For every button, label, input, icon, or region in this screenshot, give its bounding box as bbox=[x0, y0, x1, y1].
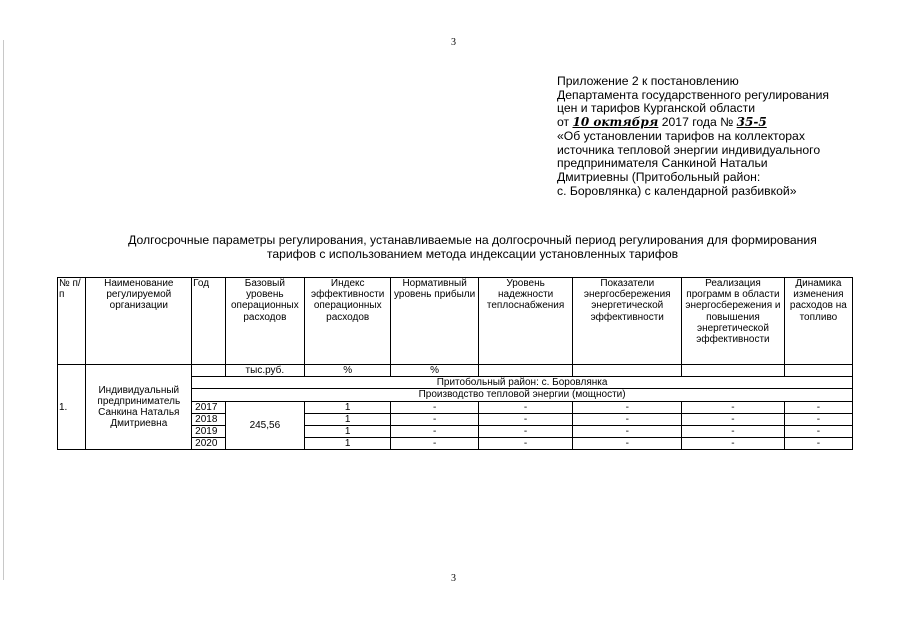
page-number-bottom: 3 bbox=[451, 573, 456, 584]
year-cell: 2017 bbox=[192, 401, 226, 413]
header-line: источника тепловой энергии индивидуального bbox=[557, 142, 821, 157]
header-cell: Год bbox=[192, 278, 226, 365]
header-line: цен и тарифов Курганской области bbox=[557, 101, 756, 116]
year-cell: 2018 bbox=[192, 413, 226, 425]
header-cell: Динамика изменения расходов на топливо bbox=[784, 278, 852, 365]
reliability-cell: - bbox=[478, 438, 573, 450]
units-cell: % bbox=[305, 365, 391, 377]
header-cell: Уровень надежности теплоснабжения bbox=[478, 278, 573, 365]
header-line: «Об установлении тарифов на коллекторах bbox=[557, 128, 805, 143]
energy-saving-cell: - bbox=[573, 438, 682, 450]
index-cell: 1 bbox=[305, 413, 391, 425]
document-title bbox=[70, 233, 875, 261]
header-cell: Показатели энергосбережения энергетической эффективности bbox=[573, 278, 682, 365]
page-number-top: 3 bbox=[451, 37, 456, 48]
regulation-parameters-table bbox=[57, 277, 853, 450]
reliability-cell: - bbox=[478, 413, 573, 425]
profit-cell: - bbox=[391, 438, 478, 450]
header-cell: Нормативный уровень прибыли bbox=[391, 278, 478, 365]
header-line: предпринимателя Санкиной Натальи bbox=[557, 156, 768, 171]
fuel-cell: - bbox=[784, 401, 852, 413]
header-cell: Реализация программ в области энергосбережения и повышения энергетической эффективности bbox=[682, 278, 785, 365]
organization-name: Индивидуальный предприниматель Санкина Наталья Дмитриевна bbox=[86, 365, 192, 450]
appendix-header bbox=[557, 75, 887, 198]
programs-cell: - bbox=[682, 438, 785, 450]
header-date-line bbox=[557, 116, 887, 130]
index-cell: 1 bbox=[305, 438, 391, 450]
year-cell: 2020 bbox=[192, 438, 226, 450]
header-line: Дмитриевны (Притобольный район: bbox=[557, 169, 761, 184]
fuel-cell: - bbox=[784, 413, 852, 425]
profit-cell: - bbox=[391, 426, 478, 438]
units-cell bbox=[478, 365, 573, 377]
handwritten-date: 10 октября bbox=[572, 115, 659, 130]
units-cell bbox=[573, 365, 682, 377]
row-number: 1. bbox=[58, 365, 86, 450]
units-cell: тыс.руб. bbox=[225, 365, 304, 377]
programs-cell: - bbox=[682, 426, 785, 438]
energy-saving-cell: - bbox=[573, 426, 682, 438]
units-cell: % bbox=[391, 365, 478, 377]
units-cell bbox=[784, 365, 852, 377]
energy-saving-cell: - bbox=[573, 413, 682, 425]
units-cell bbox=[192, 365, 226, 377]
header-cell: Наименование регулируемой организации bbox=[86, 278, 192, 365]
section-production: Производство тепловой энергии (мощности) bbox=[192, 389, 853, 401]
header-line: Приложение 2 к постановлению bbox=[557, 74, 739, 88]
programs-cell: - bbox=[682, 401, 785, 413]
profit-cell: - bbox=[391, 413, 478, 425]
title-line: тарифов с использованием метода индексации установленных тарифов bbox=[266, 247, 679, 261]
base-costs-value: 245,56 bbox=[225, 401, 304, 450]
header-cell: № п/п bbox=[58, 278, 86, 365]
section-district: Притобольный район: с. Боровлянка bbox=[192, 377, 853, 389]
date-mid: 2017 года № bbox=[661, 115, 734, 130]
energy-saving-cell: - bbox=[573, 401, 682, 413]
fuel-cell: - bbox=[784, 426, 852, 438]
header-line: Департамента государственного регулирования bbox=[557, 87, 829, 102]
reliability-cell: - bbox=[478, 401, 573, 413]
index-cell: 1 bbox=[305, 426, 391, 438]
header-cell: Базовый уровень операционных расходов bbox=[225, 278, 304, 365]
units-row bbox=[58, 365, 853, 377]
date-prefix: от bbox=[557, 115, 570, 130]
index-cell: 1 bbox=[305, 401, 391, 413]
programs-cell: - bbox=[682, 413, 785, 425]
reliability-cell: - bbox=[478, 426, 573, 438]
profit-cell: - bbox=[391, 401, 478, 413]
header-line: с. Боровлянка) с календарной разбивкой» bbox=[557, 183, 797, 198]
year-cell: 2019 bbox=[192, 426, 226, 438]
title-line: Долгосрочные параметры регулирования, устанавливаемые на долгосрочный период регулирования для формирования bbox=[128, 233, 817, 247]
fuel-cell: - bbox=[784, 438, 852, 450]
units-cell bbox=[682, 365, 785, 377]
header-cell: Индекс эффективности операционных расходов bbox=[305, 278, 391, 365]
page-edge-line bbox=[3, 40, 4, 580]
handwritten-number: 35-5 bbox=[736, 115, 767, 130]
table-header-row bbox=[58, 278, 853, 365]
